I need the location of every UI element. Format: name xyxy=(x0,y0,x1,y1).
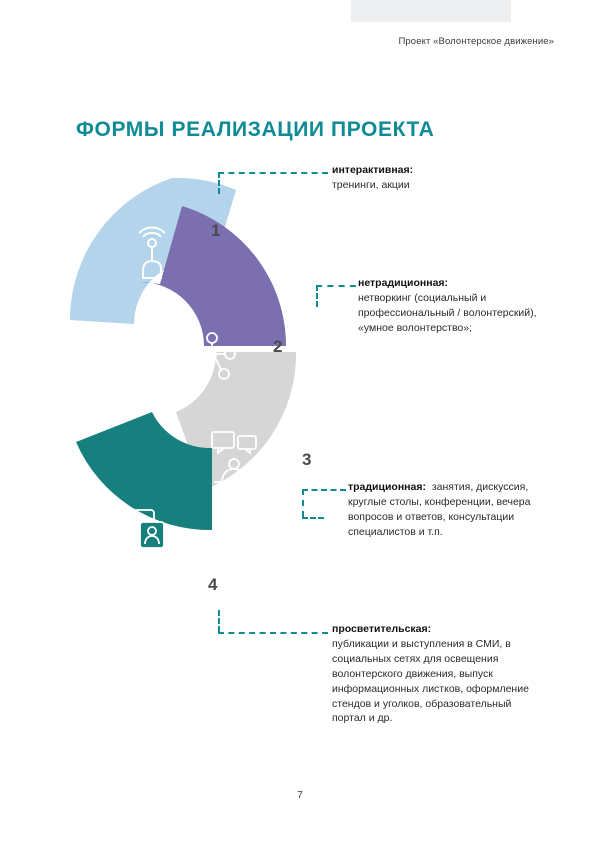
page-number: 7 xyxy=(297,790,303,801)
diagram-final xyxy=(60,160,360,640)
top-decorative-bar xyxy=(351,0,511,22)
callout-1 xyxy=(332,163,532,193)
callout-2-title: нетрадиционная: xyxy=(358,277,449,289)
connector-line-1 xyxy=(218,172,328,174)
callout-3-text: занятия, дискуссия, круглые столы, конференции, вечера вопросов и ответов, консультации специалистов и т.п. xyxy=(348,481,531,538)
forms-diagram xyxy=(60,160,360,640)
diagram-svg xyxy=(60,160,360,640)
connector-line-4 xyxy=(218,632,328,634)
segment-number-3: 3 xyxy=(302,450,312,469)
connector-elbow-2 xyxy=(316,285,318,307)
callout-1-title: интерактивная: xyxy=(332,164,414,176)
page-title: ФОРМЫ РЕАЛИЗАЦИИ ПРОЕКТА xyxy=(76,118,435,142)
segment-number-4: 4 xyxy=(208,575,218,594)
callout-3-title: традиционная: xyxy=(348,481,426,493)
callout-2 xyxy=(358,276,558,336)
segment-number-2: 2 xyxy=(273,337,283,356)
callout-1-text: тренинги, акции xyxy=(332,178,410,191)
header-project-label: Проект «Волонтерское движение» xyxy=(398,36,554,47)
segment-number-1: 1 xyxy=(211,221,221,240)
callout-4 xyxy=(332,622,532,726)
callout-4-text: публикации и выступления в СМИ, в социальных сетях для освещения волонтерского движения, выпуск информационных листков, оформление стендов и уголков, образовательный портал и др. xyxy=(332,637,529,725)
connector-line-3 xyxy=(302,489,346,491)
connector-elbow-3 xyxy=(302,489,304,517)
callout-4-title: просветительская: xyxy=(332,623,432,635)
callout-2-text: нетворкинг (социальный и профессиональный / волонтерский), «умное волонтерство»; xyxy=(358,291,537,334)
connector-elbow-1 xyxy=(218,172,220,194)
connector-line-3b xyxy=(302,517,324,519)
connector-line-2 xyxy=(316,285,356,287)
callout-3 xyxy=(348,480,548,540)
connector-elbow-4 xyxy=(218,610,220,632)
